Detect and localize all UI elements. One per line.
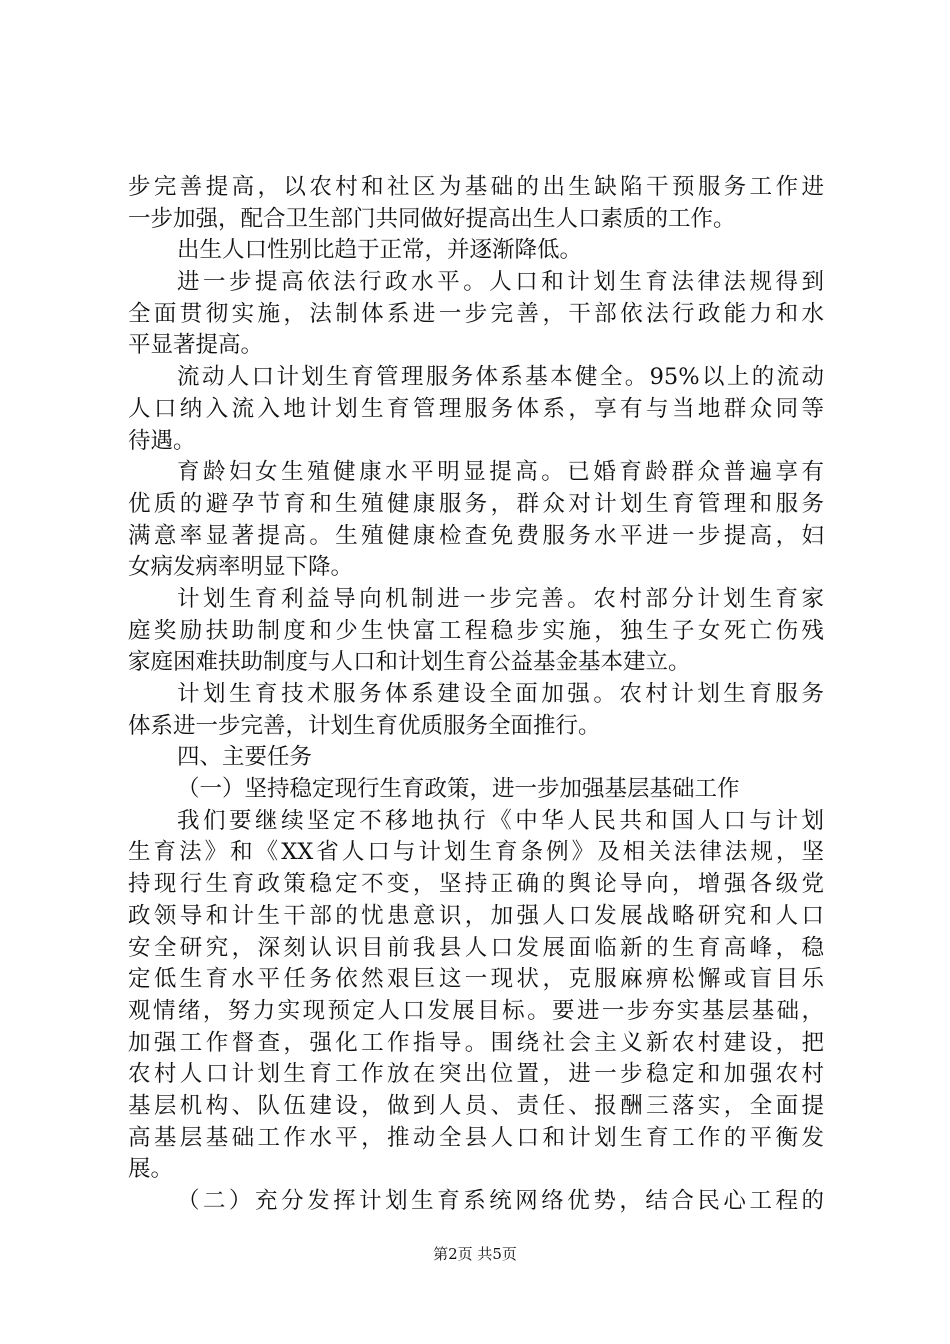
text-line: 我们要继续坚定不移地执行《中华人民共和国人口与计划 [177, 807, 824, 834]
text-line: 家庭困难扶助制度与人口和计划生育公益基金基本建立。 [128, 649, 691, 676]
text-line: 步完善提高，以农村和社区为基础的出生缺陷干预服务工作进 [128, 174, 824, 200]
text-line: 平显著提高。 [128, 332, 264, 359]
text-line: 农村人口计划生育工作放在突出位置，进一步稳定和加强农村 [128, 1061, 824, 1088]
text-line: 四、主要任务 [177, 744, 313, 771]
text-line: 安全研究，深刻认识目前我县人口发展面临新的生育高峰，稳 [128, 934, 824, 961]
text-line: 女病发病率明显下降。 [128, 554, 354, 581]
text-line: 全面贯彻实施，法制体系进一步完善，干部依法行政能力和水 [128, 300, 824, 327]
page-number-footer: 第2页 共5页 [433, 1245, 517, 1263]
text-line: 待遇。 [128, 427, 196, 454]
text-line: 展。 [128, 1156, 174, 1183]
document-body [128, 172, 824, 1218]
text-line: 体系进一步完善，计划生育优质服务全面推行。 [128, 712, 601, 739]
text-line: 进一步提高依法行政水平。人口和计划生育法律法规得到 [177, 269, 824, 296]
text-line: 计划生育利益导向机制进一步完善。农村部分计划生育家 [177, 585, 824, 612]
text-line: 一步加强，配合卫生部门共同做好提高出生人口素质的工作。 [128, 205, 736, 232]
text-line: 观情绪，努力实现预定人口发展目标。要进一步夯实基层基础， [128, 997, 824, 1024]
text-line: （一）坚持稳定现行生育政策，进一步加强基层基础工作 [177, 776, 740, 803]
text-line: 计划生育技术服务体系建设全面加强。农村计划生育服务 [177, 681, 824, 707]
text-line: 生育法》和《XX省人口与计划生育条例》及相关法律法规，坚 [128, 839, 824, 866]
text-line: 基层机构、队伍建设，做到人员、责任、报酬三落实，全面提 [128, 1092, 824, 1119]
text-line: 出生人口性别比趋于正常，并逐渐降低。 [177, 237, 583, 264]
text-line: 持现行生育政策稳定不变，坚持正确的舆论导向，增强各级党 [128, 871, 824, 898]
text-line: 育龄妇女生殖健康水平明显提高。已婚育龄群众普遍享有 [177, 459, 824, 486]
text-line: 人口纳入流入地计划生育管理服务体系，享有与当地群众同等 [128, 395, 824, 422]
text-line: 满意率显著提高。生殖健康检查免费服务水平进一步提高，妇 [128, 522, 824, 549]
text-line: 流动人口计划生育管理服务体系基本健全。95%以上的流动 [177, 364, 824, 391]
text-line: 政领导和计生干部的忧患意识，加强人口发展战略研究和人口 [128, 902, 824, 929]
text-line: 加强工作督查，强化工作指导。围绕社会主义新农村建设，把 [128, 1029, 824, 1056]
text-line: 优质的避孕节育和生殖健康服务，群众对计划生育管理和服务 [128, 490, 824, 517]
text-line: （二）充分发挥计划生育系统网络优势，结合民心工程的 [177, 1188, 824, 1214]
text-line: 庭奖励扶助制度和少生快富工程稳步实施，独生子女死亡伤残 [128, 617, 824, 644]
text-line: 高基层基础工作水平，推动全县人口和计划生育工作的平衡发 [128, 1124, 824, 1151]
text-line: 定低生育水平任务依然艰巨这一现状，克服麻痹松懈或盲目乐 [128, 966, 824, 993]
